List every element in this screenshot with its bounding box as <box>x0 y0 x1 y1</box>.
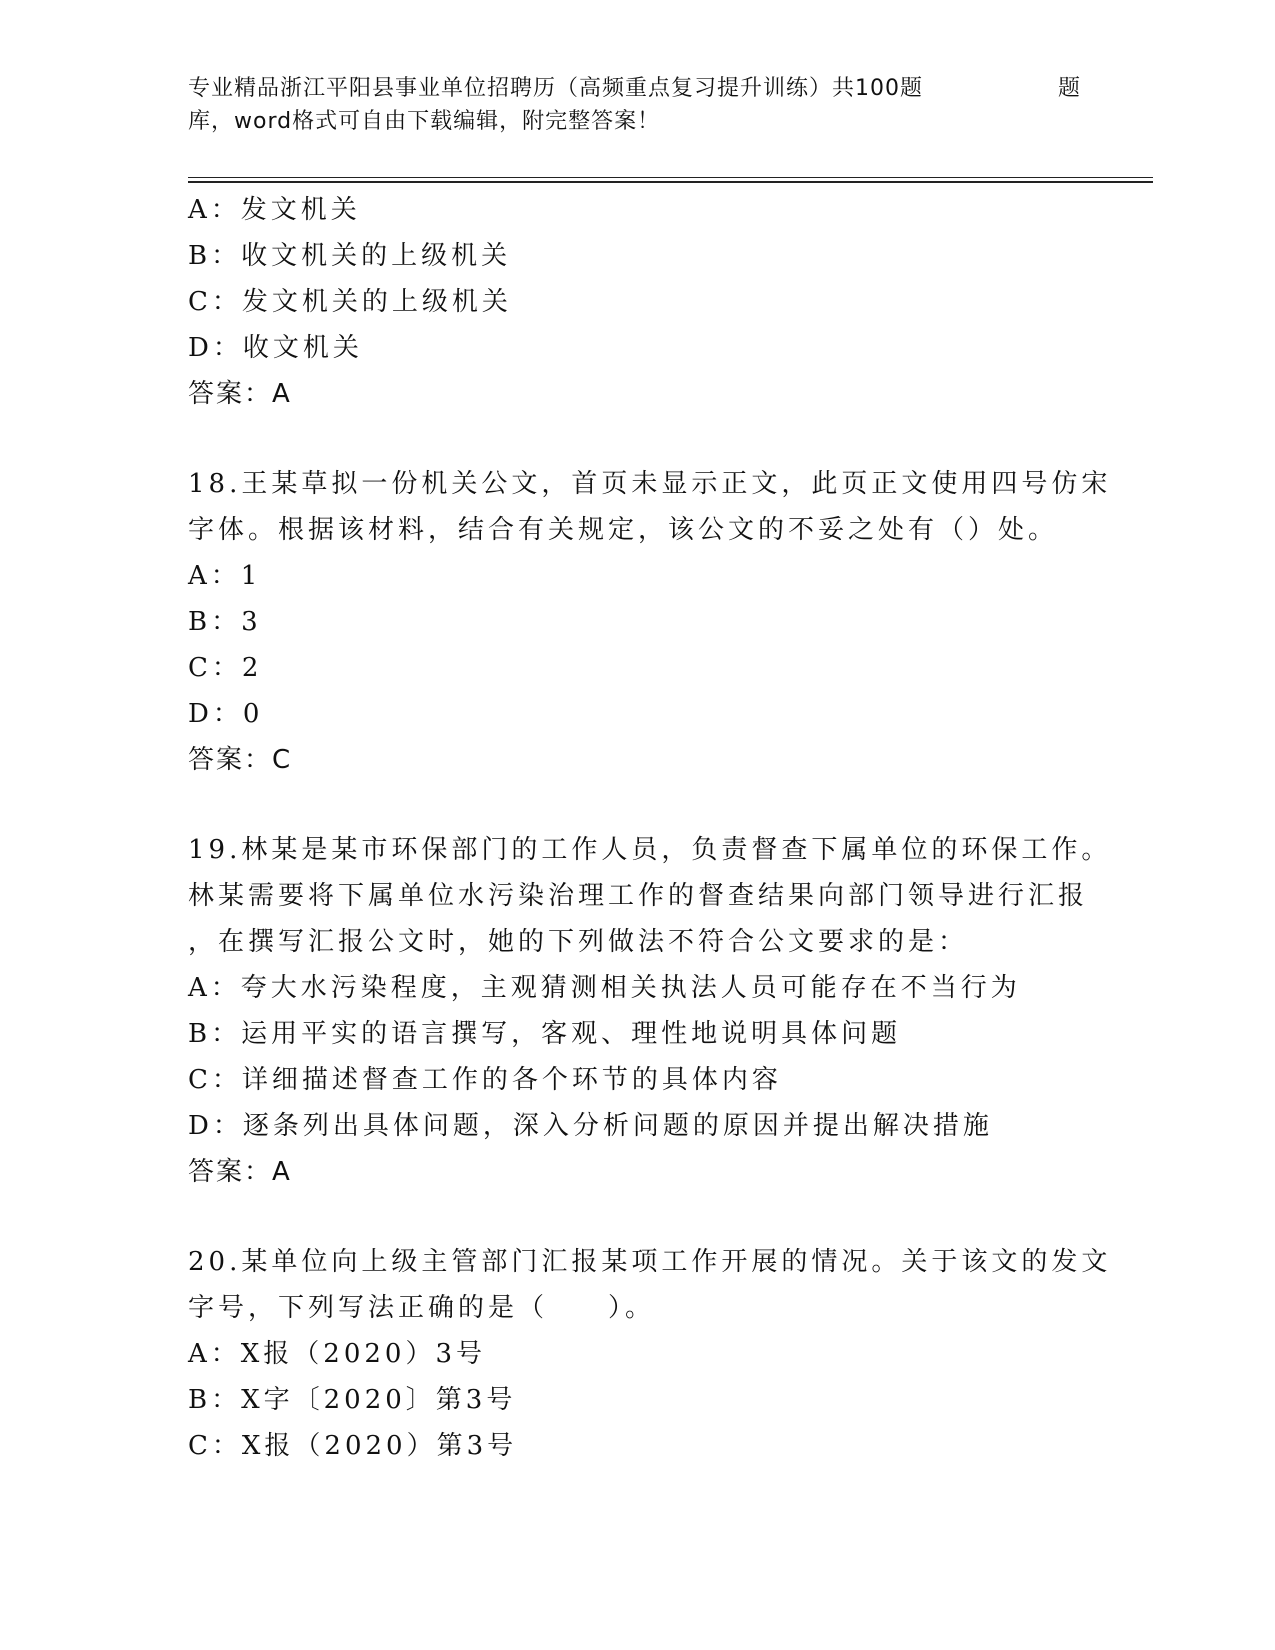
question-stem <box>188 827 1112 965</box>
spacer <box>188 783 1088 827</box>
question-19 <box>188 827 1112 1195</box>
header-title-tail: 题 <box>1058 76 1082 101</box>
option-d: D：逐条列出具体问题，深入分析问题的原因并提出解决措施 <box>188 1111 993 1141</box>
header-line-2: 库，word格式可自由下载编辑，附完整答案！ <box>188 109 661 134</box>
option-a: A：发文机关 <box>188 195 361 225</box>
header-line-1 <box>188 72 1088 105</box>
option-c: C：详细描述督查工作的各个环节的具体内容 <box>188 1065 782 1095</box>
header-title-text: 专业精品浙江平阳县事业单位招聘历（高频重点复习提升训练）共100题 <box>188 76 923 101</box>
stem-line: 19.林某是某市环保部门的工作人员，负责督查下属单位的环保工作。 <box>188 835 1112 865</box>
spacer <box>188 417 1088 461</box>
option-b: B：3 <box>188 607 262 637</box>
option-c: C：X报（2020）第3号 <box>188 1431 518 1461</box>
option-b: B：收文机关的上级机关 <box>188 241 512 271</box>
question-stem <box>188 1239 1112 1331</box>
stem-line: 字体。根据该材料，结合有关规定，该公文的不妥之处有（）处。 <box>188 515 1059 545</box>
answer-line: 答案：A <box>188 379 292 409</box>
option-d: D：收文机关 <box>188 333 363 363</box>
question-20 <box>188 1239 1112 1469</box>
question-content <box>188 187 1112 1469</box>
answer-line: 答案：A <box>188 1157 292 1187</box>
header-divider-thick <box>188 181 1153 183</box>
header-divider-thin <box>188 177 1153 178</box>
option-a: A：1 <box>188 561 262 591</box>
option-c: C：2 <box>188 653 263 683</box>
question-18 <box>188 461 1112 783</box>
stem-line: 20.某单位向上级主管部门汇报某项工作开展的情况。关于该文的发文 <box>188 1247 1112 1277</box>
option-a: A：夸大水污染程度，主观猜测相关执法人员可能存在不当行为 <box>188 973 1021 1003</box>
question-17 <box>188 187 1088 417</box>
stem-line: 字号，下列写法正确的是（ ）。 <box>188 1293 656 1323</box>
option-b: B：运用平实的语言撰写，客观、理性地说明具体问题 <box>188 1019 902 1049</box>
stem-line: 18.王某草拟一份机关公文，首页未显示正文，此页正文使用四号仿宋 <box>188 469 1112 499</box>
question-stem <box>188 461 1112 553</box>
option-b: B：X字〔2020〕第3号 <box>188 1385 517 1415</box>
answer-line: 答案：C <box>188 745 293 775</box>
stem-line: ，在撰写汇报公文时，她的下列做法不符合公文要求的是： <box>188 927 969 957</box>
spacer <box>188 1195 1088 1239</box>
option-a: A：X报（2020）3号 <box>188 1339 486 1369</box>
stem-line: 林某需要将下属单位水污染治理工作的督查结果向部门领导进行汇报 <box>188 881 1089 911</box>
option-d: D：0 <box>188 699 264 729</box>
option-c: C：发文机关的上级机关 <box>188 287 512 317</box>
document-header <box>188 72 1088 138</box>
